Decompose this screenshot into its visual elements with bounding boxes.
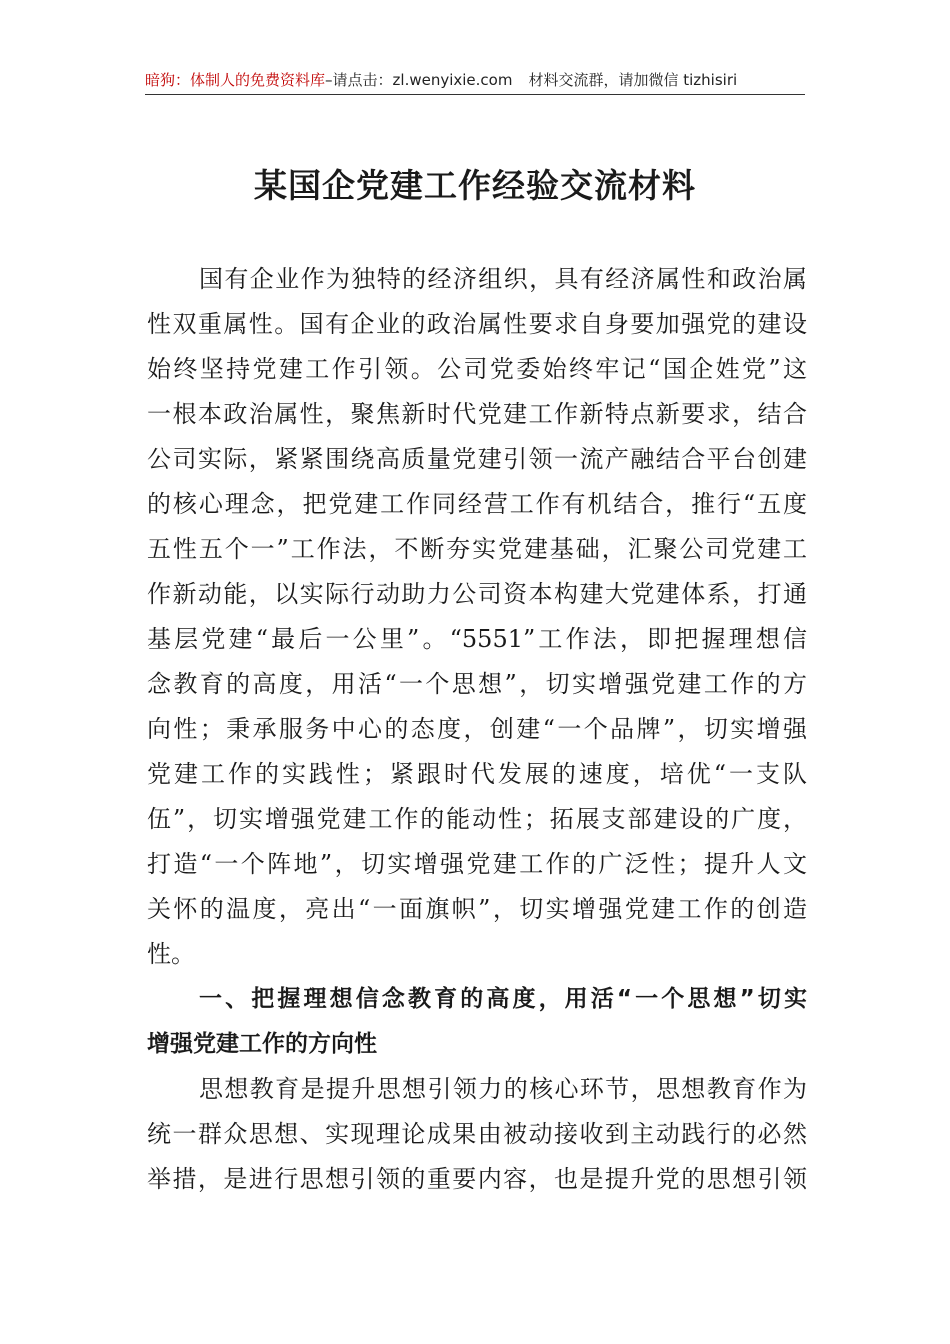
page-header [145,68,805,95]
paragraph-line: 举措，是进行思想引领的重要内容，也是提升党的思想引领 [147,1165,807,1193]
section-1-heading [147,977,807,1067]
paragraph-line: 思想教育是提升思想引领力的核心环节，思想教育作为 [199,1075,807,1103]
paragraph-line: 向性；秉承服务中心的态度，创建“一个品牌”，切实增强 [147,715,807,743]
paragraph-line: 公司实际，紧紧围绕高质量党建引领一流产融结合平台创建 [147,445,807,473]
intro-paragraph [147,257,807,977]
header-site-name[interactable]: 暗狗：体制人的免费资料库 [145,71,326,89]
paragraph-line: 统一群众思想、实现理论成果由被动接收到主动践行的必然 [147,1120,807,1148]
section-1-paragraph [147,1067,807,1202]
header-contact: 材料交流群，请加微信 tizhisiri [528,71,738,89]
paragraph-line: 性双重属性。国有企业的政治属性要求自身要加强党的建设 [147,310,807,338]
paragraph-line: 党建工作的实践性；紧跟时代发展的速度，培优“一支队 [147,760,807,788]
paragraph-line: 打造“一个阵地”，切实增强党建工作的广泛性；提升人文 [147,850,807,878]
paragraph-line: 的核心理念，把党建工作同经营工作有机结合，推行“五度 [147,490,807,518]
header-link-prompt: –请点击： [325,71,393,89]
document-title: 某国企党建工作经验交流材料 [254,166,696,205]
heading-line: 增强党建工作的方向性 [147,1031,377,1057]
paragraph-line: 一根本政治属性，聚焦新时代党建工作新特点新要求，结合 [147,400,807,428]
header-url-link[interactable]: zl.wenyixie.com [392,71,513,89]
paragraph-line: 基层党建“最后一公里”。“5551”工作法，即把握理想信 [147,625,807,653]
document-body [147,257,807,1202]
heading-line: 一、把握理想信念教育的高度，用活“一个思想”切实 [199,986,807,1012]
paragraph-line: 作新动能，以实际行动助力公司资本构建大党建体系，打通 [147,580,807,608]
paragraph-line: 伍”，切实增强党建工作的能动性；拓展支部建设的广度， [147,805,807,833]
paragraph-line: 念教育的高度，用活“一个思想”，切实增强党建工作的方 [147,670,807,698]
paragraph-line: 国有企业作为独特的经济组织，具有经济属性和政治属 [199,265,807,293]
paragraph-line: 性。 [147,940,195,968]
paragraph-line: 五性五个一”工作法，不断夯实党建基础，汇聚公司党建工 [147,535,807,563]
paragraph-line: 关怀的温度，亮出“一面旗帜”，切实增强党建工作的创造 [147,895,807,923]
paragraph-line: 始终坚持党建工作引领。公司党委始终牢记“国企姓党”这 [147,355,807,383]
